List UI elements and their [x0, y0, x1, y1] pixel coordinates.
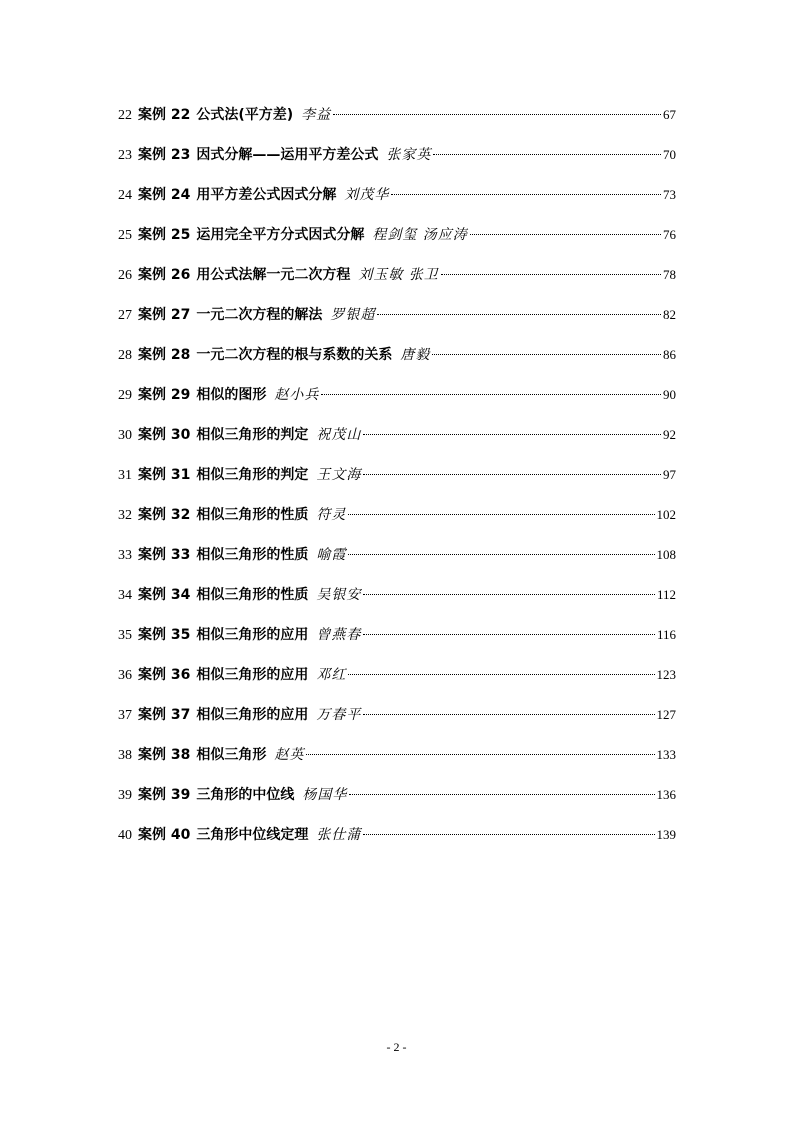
case-label: 案例 22: [138, 107, 191, 123]
case-title: 相似的图形: [196, 387, 267, 403]
entry-number: 25: [118, 228, 132, 243]
toc-entry[interactable]: [118, 344, 676, 384]
author-name: 李益: [301, 107, 332, 123]
page-number: 136: [656, 787, 676, 802]
page-number: 92: [663, 427, 676, 442]
page-number: 70: [663, 147, 676, 162]
entry-number: 40: [118, 828, 132, 843]
page-number: 82: [663, 307, 676, 322]
dot-leader: [306, 754, 654, 755]
case-label: 案例 36: [138, 667, 191, 683]
case-label: 案例 39: [138, 787, 191, 803]
page-number: 90: [663, 387, 676, 402]
case-label: 案例 27: [138, 307, 191, 323]
entry-number: 36: [118, 668, 132, 683]
page-number: 78: [663, 267, 676, 282]
author-name: 唐毅: [400, 347, 431, 363]
author-name: 赵英: [274, 747, 305, 763]
author-name: 张仕蒲: [316, 827, 362, 843]
case-label: 案例 31: [138, 467, 191, 483]
author-name: 曾燕春: [316, 627, 362, 643]
entry-number: 28: [118, 348, 132, 363]
author-name: 刘玉敏 张卫: [358, 267, 439, 283]
author-name: 符灵: [316, 507, 347, 523]
case-label: 案例 23: [138, 147, 191, 163]
dot-leader: [363, 474, 661, 475]
page-footer: [0, 1040, 793, 1055]
author-name: 张家英: [386, 147, 432, 163]
case-title: 三角形中位线定理: [196, 827, 309, 843]
entry-number: 31: [118, 468, 132, 483]
entry-number: 35: [118, 628, 132, 643]
case-label: 案例 26: [138, 267, 191, 283]
toc-entry[interactable]: [118, 424, 676, 464]
entry-number: 29: [118, 388, 132, 403]
author-name: 祝茂山: [316, 427, 362, 443]
case-title: 因式分解——运用平方差公式: [196, 147, 379, 163]
entry-number: 38: [118, 748, 132, 763]
case-label: 案例 37: [138, 707, 191, 723]
case-label: 案例 40: [138, 827, 191, 843]
page-number: 112: [656, 587, 676, 602]
case-title: 三角形的中位线: [196, 787, 295, 803]
case-label: 案例 29: [138, 387, 191, 403]
author-name: 杨国华: [302, 787, 348, 803]
page-number: 108: [656, 547, 676, 562]
page-number: 102: [656, 507, 676, 522]
case-title: 相似三角形的性质: [196, 547, 309, 563]
author-name: 邓红: [316, 667, 347, 683]
entry-number: 23: [118, 148, 132, 163]
toc-entry[interactable]: [118, 584, 676, 624]
toc-entry[interactable]: [118, 664, 676, 704]
case-title: 公式法(平方差): [196, 107, 294, 123]
case-title: 相似三角形的应用: [196, 707, 309, 723]
dot-leader: [349, 794, 654, 795]
dot-leader: [470, 234, 661, 235]
case-label: 案例 32: [138, 507, 191, 523]
toc-entry[interactable]: [118, 184, 676, 224]
dot-leader: [348, 514, 654, 515]
page-number: 133: [656, 747, 676, 762]
entry-number: 24: [118, 188, 132, 203]
dot-leader: [377, 314, 661, 315]
toc-entry[interactable]: [118, 744, 676, 784]
case-label: 案例 30: [138, 427, 191, 443]
toc-entry[interactable]: [118, 264, 676, 304]
entry-number: 32: [118, 508, 132, 523]
toc-entry[interactable]: [118, 304, 676, 344]
author-name: 刘茂华: [344, 187, 390, 203]
case-title: 用平方差公式因式分解: [196, 187, 337, 203]
case-title: 相似三角形的性质: [196, 507, 309, 523]
entry-number: 34: [118, 588, 132, 603]
entry-number: 26: [118, 268, 132, 283]
toc-entry[interactable]: [118, 624, 676, 664]
case-title: 用公式法解一元二次方程: [196, 267, 351, 283]
case-title: 相似三角形的应用: [196, 627, 309, 643]
entry-number: 37: [118, 708, 132, 723]
author-name: 罗银超: [330, 307, 376, 323]
case-label: 案例 38: [138, 747, 191, 763]
case-label: 案例 33: [138, 547, 191, 563]
case-label: 案例 35: [138, 627, 191, 643]
dot-leader: [391, 194, 661, 195]
table-of-contents: [118, 104, 676, 864]
case-label: 案例 28: [138, 347, 191, 363]
dot-leader: [363, 834, 654, 835]
dot-leader: [333, 114, 661, 115]
toc-entry[interactable]: [118, 144, 676, 184]
page-number: 76: [663, 227, 676, 242]
page-number: 127: [656, 707, 676, 722]
toc-entry[interactable]: [118, 104, 676, 144]
page-number: 116: [656, 627, 676, 642]
footer-page-number: - 2 -: [386, 1040, 407, 1054]
case-label: 案例 24: [138, 187, 191, 203]
entry-number: 39: [118, 788, 132, 803]
author-name: 吴银安: [316, 587, 362, 603]
toc-entry[interactable]: [118, 224, 676, 264]
case-title: 相似三角形的性质: [196, 587, 309, 603]
dot-leader: [432, 354, 661, 355]
toc-entry[interactable]: [118, 504, 676, 544]
dot-leader: [441, 274, 661, 275]
case-title: 相似三角形的应用: [196, 667, 309, 683]
entry-number: 33: [118, 548, 132, 563]
toc-entry[interactable]: [118, 384, 676, 424]
page-number: 86: [663, 347, 676, 362]
dot-leader: [363, 594, 655, 595]
case-label: 案例 25: [138, 227, 191, 243]
dot-leader: [348, 674, 654, 675]
page-number: 73: [663, 187, 676, 202]
author-name: 万春平: [316, 707, 362, 723]
entry-number: 30: [118, 428, 132, 443]
entry-number: 27: [118, 308, 132, 323]
toc-entry[interactable]: [118, 784, 676, 824]
case-label: 案例 34: [138, 587, 191, 603]
toc-entry[interactable]: [118, 704, 676, 744]
toc-entry[interactable]: [118, 544, 676, 584]
toc-entry[interactable]: [118, 824, 676, 864]
dot-leader: [348, 554, 654, 555]
entry-number: 22: [118, 108, 132, 123]
dot-leader: [363, 634, 655, 635]
author-name: 王文海: [316, 467, 362, 483]
case-title: 运用完全平方分式因式分解: [196, 227, 365, 243]
author-name: 程剑玺 汤应涛: [372, 227, 468, 243]
author-name: 喻霞: [316, 547, 347, 563]
case-title: 相似三角形: [196, 747, 267, 763]
dot-leader: [363, 714, 654, 715]
case-title: 一元二次方程的根与系数的关系: [196, 347, 393, 363]
dot-leader: [433, 154, 661, 155]
page-number: 67: [663, 107, 676, 122]
page-number: 139: [656, 827, 676, 842]
dot-leader: [363, 434, 661, 435]
page-number: 123: [656, 667, 676, 682]
case-title: 一元二次方程的解法: [196, 307, 323, 323]
page-number: 97: [663, 467, 676, 482]
toc-entry[interactable]: [118, 464, 676, 504]
case-title: 相似三角形的判定: [196, 427, 309, 443]
author-name: 赵小兵: [274, 387, 320, 403]
case-title: 相似三角形的判定: [196, 467, 309, 483]
dot-leader: [321, 394, 661, 395]
